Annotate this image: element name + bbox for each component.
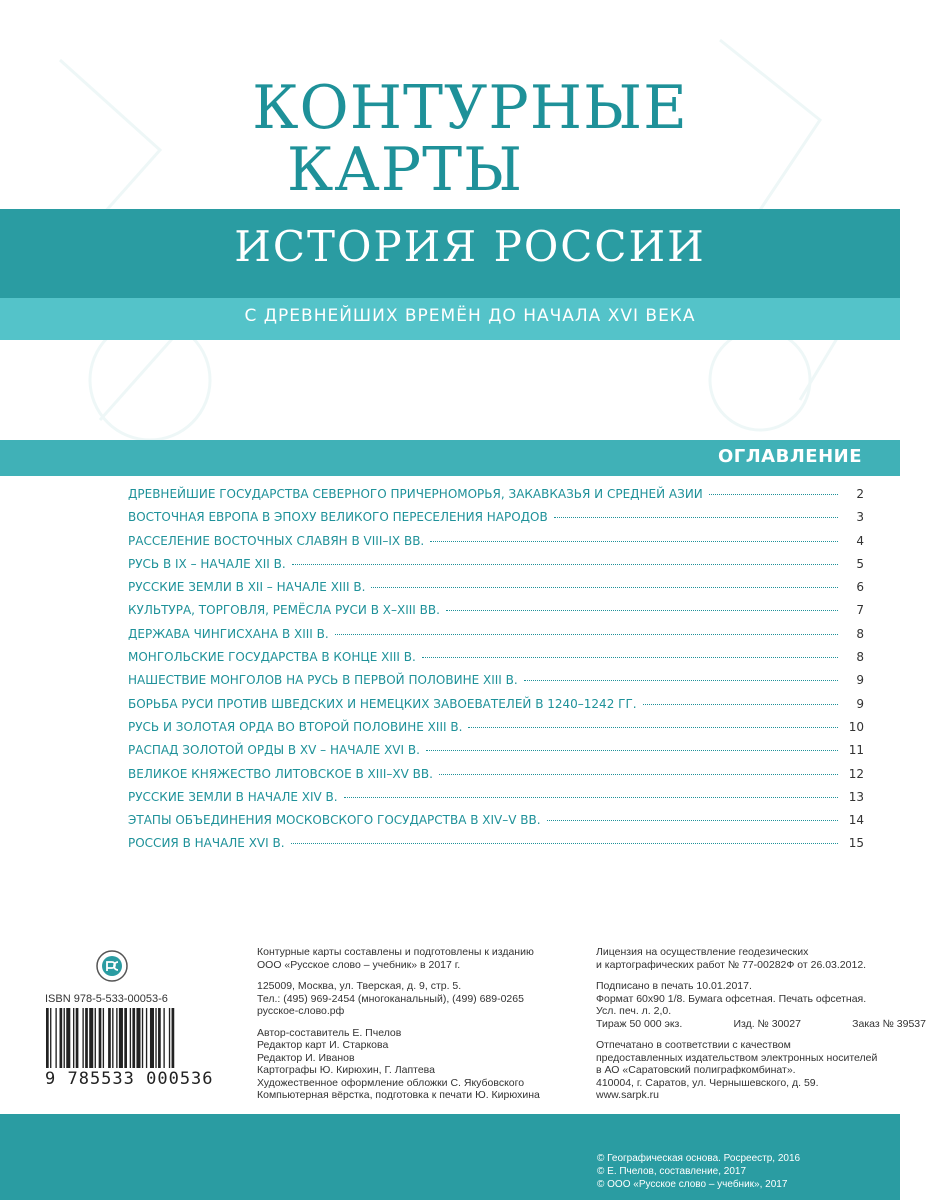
toc-item	[128, 627, 864, 650]
toc-leader-dots	[524, 680, 838, 681]
toc-leader-dots	[547, 820, 838, 821]
barcode-bar	[76, 1008, 79, 1068]
barcode-bar	[163, 1008, 164, 1068]
toc-item	[128, 836, 864, 859]
barcode	[45, 1008, 225, 1068]
barcode-bar	[172, 1008, 175, 1068]
credit-editor: Редактор И. Иванов	[257, 1051, 355, 1064]
toc-item-title: ДЕРЖАВА ЧИНГИСХАНА В XIII В.	[128, 626, 329, 641]
toc-leader-dots	[430, 541, 838, 542]
toc-item-title: РУСЬ В IX – НАЧАЛЕ XII В.	[128, 556, 286, 571]
copyright-line-3: © ООО «Русское слово – учебник», 2017	[597, 1179, 788, 1190]
toc-leader-dots	[554, 517, 838, 518]
barcode-bar	[82, 1008, 83, 1068]
address-line-2: Тел.: (495) 969-2454 (многоканальный), (499) 689-0265	[257, 992, 524, 1005]
barcode-bar	[60, 1008, 63, 1068]
toc-item	[128, 743, 864, 766]
toc-item	[128, 603, 864, 626]
imprint-column-right	[596, 946, 926, 1102]
toc-item-page: 5	[856, 556, 864, 571]
credit-cover: Художественное оформление обложки С. Якубовского	[257, 1076, 525, 1089]
barcode-bar	[112, 1008, 113, 1068]
toc-leader-dots	[468, 727, 838, 728]
printed-line-2: предоставленных издательством электронных носителей	[596, 1051, 878, 1064]
title-line-1: КОНТУРНЫЕ	[252, 73, 688, 143]
toc-item-title: ДРЕВНЕЙШИЕ ГОСУДАРСТВА СЕВЕРНОГО ПРИЧЕРНОМОРЬЯ, ЗАКАВКАЗЬЯ И СРЕДНЕЙ АЗИИ	[128, 487, 703, 501]
barcode-bar	[158, 1008, 161, 1068]
toc-leader-dots	[446, 610, 838, 611]
toc-item-title: НАШЕСТВИЕ МОНГОЛОВ НА РУСЬ В ПЕРВОЙ ПОЛОВИНЕ XIII В.	[128, 673, 518, 688]
toc-item-title: МОНГОЛЬСКИЕ ГОСУДАРСТВА В КОНЦЕ XIII В.	[128, 650, 416, 665]
toc-item-title: БОРЬБА РУСИ ПРОТИВ ШВЕДСКИХ И НЕМЕЦКИХ ЗАВОЕВАТЕЛЕЙ В 1240–1242 ГГ.	[128, 696, 637, 711]
print-sheets: Усл. печ. л. 2,0.	[596, 1005, 672, 1017]
toc-item-title: РОССИЯ В НАЧАЛЕ XVI В.	[128, 836, 285, 851]
order-number: Заказ № 39537	[852, 1017, 926, 1030]
toc-item-title: ЭТАПЫ ОБЪЕДИНЕНИЯ МОСКОВСКОГО ГОСУДАРСТВА В XIV–V ВВ.	[128, 813, 541, 828]
signed-date: Подписано в печать 10.01.2017.	[596, 980, 752, 992]
printed-line-1: Отпечатано в соответствии с качеством	[596, 1039, 791, 1051]
barcode-bar	[99, 1008, 102, 1068]
toc-item-title: КУЛЬТУРА, ТОРГОВЛЯ, РЕМЁСЛА РУСИ В X–XIII ВВ.	[128, 603, 440, 618]
toc-leader-dots	[344, 797, 838, 798]
barcode-bar	[124, 1008, 127, 1068]
toc-item-title: РУССКИЕ ЗЕМЛИ В НАЧАЛЕ XIV В.	[128, 789, 338, 804]
barcode-bar	[103, 1008, 104, 1068]
prepared-line-2: ООО «Русское слово – учебник» в 2017 г.	[257, 958, 461, 971]
credit-cartographers: Картографы Ю. Кирюхин, Г. Лаптева	[257, 1064, 435, 1076]
barcode-bar	[146, 1008, 147, 1068]
toc-item	[128, 650, 864, 673]
credit-layout: Компьютерная вёрстка, подготовка к печати Ю. Кирюхина	[257, 1089, 540, 1101]
toc-leader-dots	[422, 657, 838, 658]
barcode-bar	[50, 1008, 51, 1068]
title-line-2: КАРТЫ	[286, 135, 524, 205]
toc-item	[128, 557, 864, 580]
barcode-digits: 9 785533 000536	[45, 1069, 214, 1089]
barcode-bar	[95, 1008, 96, 1068]
copyright-block	[597, 1152, 800, 1191]
barcode-bar	[132, 1008, 135, 1068]
toc-leader-dots	[335, 634, 838, 635]
toc-item-page: 7	[856, 603, 864, 618]
toc-leader-dots	[371, 587, 838, 588]
toc-item-page: 3	[856, 510, 864, 525]
prepared-line-1: Контурные карты составлены и подготовлены к изданию	[257, 946, 534, 958]
toc-item	[128, 697, 864, 720]
barcode-bar	[150, 1008, 154, 1068]
toc-item-page: 8	[856, 626, 864, 641]
barcode-bar	[55, 1008, 56, 1068]
subject-title: ИСТОРИЯ РОССИИ	[234, 222, 706, 271]
toc-item	[128, 813, 864, 836]
barcode-bar	[64, 1008, 65, 1068]
imprint-column-left	[257, 946, 540, 1102]
toc-item-title: РАСПАД ЗОЛОТОЙ ОРДЫ В XV – НАЧАЛЕ XVI В.	[128, 743, 420, 758]
license-line-2: и картографических работ № 77-00282Ф от 26.03.2012.	[596, 958, 867, 971]
toc-leader-dots	[439, 774, 838, 775]
toc-item	[128, 767, 864, 790]
toc-item	[128, 790, 864, 813]
certification-logo-icon	[96, 950, 128, 982]
toc-leader-dots	[709, 494, 838, 495]
toc-item-page: 9	[856, 696, 864, 711]
toc-item-page: 12	[848, 766, 864, 781]
copyright-line-1: © Географическая основа. Росреестр, 2016	[597, 1153, 801, 1164]
toc-item-title: РАССЕЛЕНИЕ ВОСТОЧНЫХ СЛАВЯН В VIII–IX ВВ.	[128, 533, 425, 548]
toc-leader-dots	[426, 750, 838, 751]
credit-author: Автор-составитель Е. Пчелов	[257, 1026, 402, 1039]
barcode-bar	[108, 1008, 111, 1068]
address-line-1: 125009, Москва, ул. Тверская, д. 9, стр. 5.	[257, 980, 462, 992]
isbn: ISBN 978-5-533-00053-6	[45, 993, 168, 1005]
barcode-bar	[136, 1008, 140, 1068]
credit-map-editor: Редактор карт И. Старкова	[257, 1039, 389, 1051]
period-subtitle: С ДРЕВНЕЙШИХ ВРЕМЁН ДО НАЧАЛА XVI ВЕКА	[244, 306, 696, 326]
barcode-bar	[119, 1008, 123, 1068]
barcode-bar	[116, 1008, 117, 1068]
barcode-bar	[85, 1008, 88, 1068]
toc-item-title: ВОСТОЧНАЯ ЕВРОПА В ЭПОХУ ВЕЛИКОГО ПЕРЕСЕЛЕНИЯ НАРОДОВ	[128, 510, 548, 525]
address-line-3: русское-слово.рф	[257, 1005, 345, 1017]
toc-list	[128, 487, 864, 860]
toc-item-page: 2	[856, 487, 864, 501]
toc-heading: ОГЛАВЛЕНИЕ	[717, 446, 862, 467]
toc-item	[128, 534, 864, 557]
license-line-1: Лицензия на осуществление геодезических	[596, 946, 809, 958]
print-format: Формат 60х90 1/8. Бумага офсетная. Печать офсетная.	[596, 992, 867, 1005]
barcode-bar	[155, 1008, 156, 1068]
toc-item	[128, 673, 864, 696]
toc-item-page: 13	[848, 789, 864, 804]
toc-item-title: РУСЬ И ЗОЛОТАЯ ОРДА ВО ВТОРОЙ ПОЛОВИНЕ XIII В.	[128, 719, 463, 734]
printed-line-3: в АО «Саратовский полиграфкомбинат».	[596, 1064, 796, 1076]
toc-item	[128, 510, 864, 533]
printer-website: www.sarpk.ru	[596, 1089, 660, 1101]
barcode-bar	[46, 1008, 49, 1068]
copyright-line-2: © Е. Пчелов, составление, 2017	[597, 1166, 747, 1177]
toc-item-page: 14	[848, 813, 864, 828]
barcode-bar	[66, 1008, 70, 1068]
toc-leader-dots	[643, 704, 838, 705]
printed-line-4: 410004, г. Саратов, ул. Чернышевского, д. 59.	[596, 1076, 819, 1089]
barcode-bar	[89, 1008, 93, 1068]
toc-item-page: 6	[856, 580, 864, 595]
toc-item-title: ВЕЛИКОЕ КНЯЖЕСТВО ЛИТОВСКОЕ В XIII–XV ВВ.	[128, 766, 433, 781]
barcode-bar	[142, 1008, 143, 1068]
edition-number: Изд. № 30027	[733, 1017, 801, 1030]
toc-item	[128, 487, 864, 510]
toc-item-page: 15	[848, 836, 864, 851]
toc-leader-dots	[292, 564, 838, 565]
toc-leader-dots	[291, 843, 838, 844]
toc-item-page: 8	[856, 650, 864, 665]
toc-item-page: 4	[856, 533, 864, 548]
barcode-bar	[73, 1008, 74, 1068]
toc-item-page: 11	[848, 743, 864, 758]
toc-item	[128, 720, 864, 743]
toc-item	[128, 580, 864, 603]
print-run-row	[596, 1018, 926, 1031]
toc-item-page: 9	[856, 673, 864, 688]
toc-item-page: 10	[848, 719, 864, 734]
print-run: Тираж 50 000 экз.	[596, 1017, 683, 1030]
barcode-bar	[169, 1008, 170, 1068]
toc-item-title: РУССКИЕ ЗЕМЛИ В XII – НАЧАЛЕ XIII В.	[128, 580, 366, 595]
barcode-bar	[130, 1008, 131, 1068]
